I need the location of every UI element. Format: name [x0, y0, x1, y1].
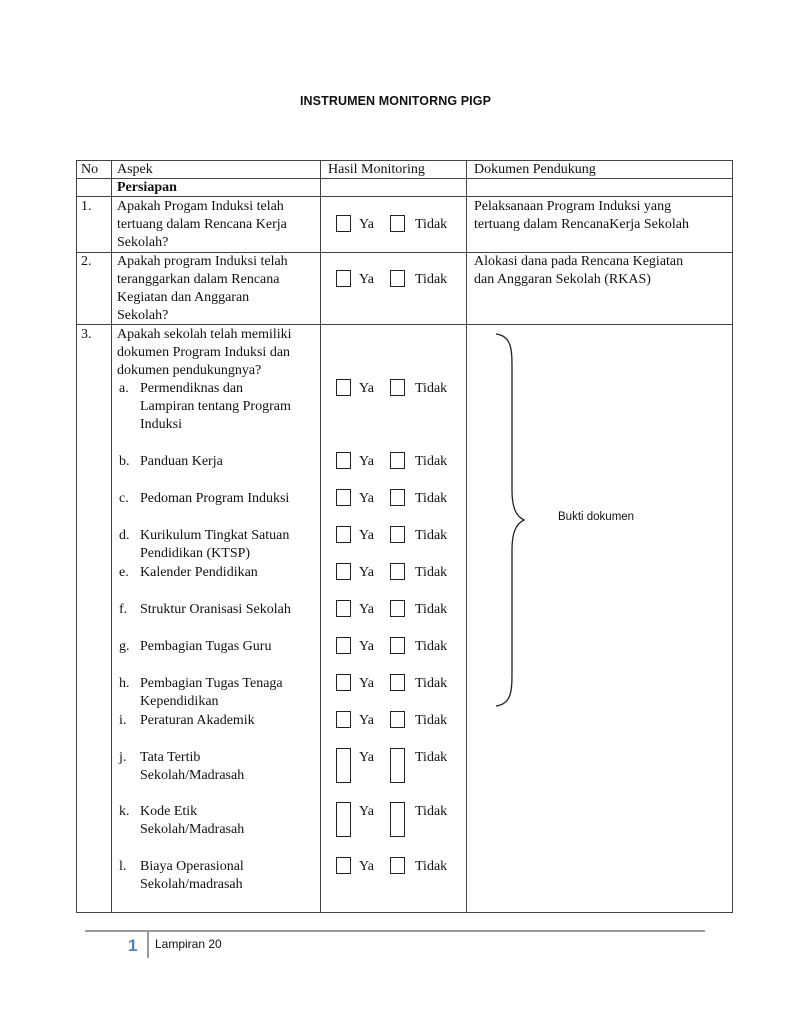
tidak-label: Tidak — [415, 565, 448, 580]
tidak-checkbox[interactable] — [390, 379, 405, 396]
ya-label: Ya — [359, 713, 374, 728]
tidak-checkbox[interactable] — [390, 270, 405, 287]
col-divider-no — [111, 160, 112, 912]
subitem-text: Permendiknas dan — [140, 381, 244, 396]
tidak-label: Tidak — [415, 491, 448, 506]
table-border-left — [76, 160, 77, 912]
row-question-line: Sekolah? — [117, 235, 169, 250]
page-number: 1 — [128, 936, 138, 955]
tidak-checkbox[interactable] — [390, 748, 405, 783]
subitem-letter: b. — [119, 454, 130, 469]
tidak-checkbox[interactable] — [390, 526, 405, 543]
row-question-line: tertuang dalam Rencana Kerja — [117, 217, 287, 232]
row-document-line: dan Anggaran Sekolah (RKAS) — [474, 272, 651, 287]
row-number: 1. — [81, 199, 92, 214]
ya-label: Ya — [359, 602, 374, 617]
subitem-letter: j. — [119, 750, 127, 765]
ya-checkbox[interactable] — [336, 526, 351, 543]
tidak-label: Tidak — [415, 217, 448, 232]
header-hasil-monitoring: Hasil Monitoring — [328, 162, 425, 177]
tidak-checkbox[interactable] — [390, 215, 405, 232]
row-number: 2. — [81, 254, 92, 269]
footer-rule — [85, 930, 705, 932]
ya-checkbox[interactable] — [336, 711, 351, 728]
page-title: INSTRUMEN MONITORNG PIGP — [299, 94, 492, 108]
row-question-line: Sekolah? — [117, 308, 169, 323]
subitem-text: Sekolah/madrasah — [140, 877, 243, 892]
tidak-label: Tidak — [415, 804, 448, 819]
row-question-line: Apakah sekolah telah memiliki — [117, 327, 292, 342]
subitem-letter: f. — [119, 602, 128, 617]
subitem-text: Pendidikan (KTSP) — [140, 546, 251, 561]
ya-checkbox[interactable] — [336, 600, 351, 617]
tidak-checkbox[interactable] — [390, 563, 405, 580]
ya-label: Ya — [359, 217, 374, 232]
row-question-line: dokumen pendukungnya? — [117, 363, 262, 378]
ya-checkbox[interactable] — [336, 215, 351, 232]
ya-label: Ya — [359, 859, 374, 874]
tidak-checkbox[interactable] — [390, 452, 405, 469]
subitem-letter: a. — [119, 381, 129, 396]
ya-checkbox[interactable] — [336, 563, 351, 580]
ya-label: Ya — [359, 491, 374, 506]
tidak-label: Tidak — [415, 750, 448, 765]
col-divider-aspek — [320, 160, 321, 912]
row-question-line: Apakah program Induksi telah — [117, 254, 288, 269]
header-dokumen-pendukung: Dokumen Pendukung — [474, 162, 596, 177]
tidak-checkbox[interactable] — [390, 711, 405, 728]
ya-label: Ya — [359, 750, 374, 765]
col-divider-hasil — [466, 160, 467, 912]
subitem-letter: l. — [119, 859, 127, 874]
subitem-text: Sekolah/Madrasah — [140, 768, 245, 783]
footer-label: Lampiran 20 — [155, 937, 222, 951]
tidak-label: Tidak — [415, 859, 448, 874]
subitem-text: Biaya Operasional — [140, 859, 244, 874]
tidak-label: Tidak — [415, 381, 448, 396]
row-number: 3. — [81, 327, 92, 342]
tidak-checkbox[interactable] — [390, 637, 405, 654]
subitem-letter: g. — [119, 639, 130, 654]
subitem-text: Struktur Oranisasi Sekolah — [140, 602, 291, 617]
subitem-letter: c. — [119, 491, 129, 506]
tidak-checkbox[interactable] — [390, 857, 405, 874]
tidak-label: Tidak — [415, 272, 448, 287]
header-aspek: Aspek — [117, 162, 153, 177]
subitem-letter: h. — [119, 676, 130, 691]
ya-checkbox[interactable] — [336, 452, 351, 469]
ya-checkbox[interactable] — [336, 748, 351, 783]
subitem-text: Induksi — [140, 417, 182, 432]
row-question-line: Apakah Progam Induksi telah — [117, 199, 284, 214]
subitem-text: Kurikulum Tingkat Satuan — [140, 528, 290, 543]
ya-label: Ya — [359, 804, 374, 819]
table-border-right — [732, 160, 733, 912]
ya-checkbox[interactable] — [336, 270, 351, 287]
tidak-label: Tidak — [415, 676, 448, 691]
ya-checkbox[interactable] — [336, 637, 351, 654]
subitem-text: Pembagian Tugas Tenaga — [140, 676, 283, 691]
ya-checkbox[interactable] — [336, 857, 351, 874]
ya-checkbox[interactable] — [336, 674, 351, 691]
tidak-checkbox[interactable] — [390, 674, 405, 691]
tidak-label: Tidak — [415, 454, 448, 469]
subitem-letter: k. — [119, 804, 130, 819]
footer-separator — [147, 932, 149, 958]
ya-label: Ya — [359, 528, 374, 543]
subitem-text: Kependidikan — [140, 694, 219, 709]
row-question-line: teranggarkan dalam Rencana — [117, 272, 280, 287]
curly-brace-icon — [490, 330, 530, 710]
row2-divider — [76, 324, 733, 325]
ya-checkbox[interactable] — [336, 489, 351, 506]
row-question-line: dokumen Program Induksi dan — [117, 345, 291, 360]
ya-label: Ya — [359, 272, 374, 287]
section-persiapan: Persiapan — [117, 180, 177, 195]
ya-label: Ya — [359, 676, 374, 691]
subitem-text: Kode Etik — [140, 804, 198, 819]
subitem-text: Peraturan Akademik — [140, 713, 255, 728]
header-no: No — [81, 162, 99, 177]
ya-checkbox[interactable] — [336, 379, 351, 396]
subitem-text: Kalender Pendidikan — [140, 565, 258, 580]
subitem-text: Pedoman Program Induksi — [140, 491, 290, 506]
row-document-line: Alokasi dana pada Rencana Kegiatan — [474, 254, 684, 269]
ya-checkbox[interactable] — [336, 802, 351, 837]
ya-label: Ya — [359, 639, 374, 654]
row-document-line: Pelaksanaan Program Induksi yang — [474, 199, 672, 214]
ya-label: Ya — [359, 381, 374, 396]
table-border-bottom — [76, 912, 733, 913]
tidak-label: Tidak — [415, 639, 448, 654]
tidak-label: Tidak — [415, 602, 448, 617]
tidak-checkbox[interactable] — [390, 802, 405, 837]
ya-label: Ya — [359, 565, 374, 580]
subitem-text: Panduan Kerja — [140, 454, 223, 469]
subitem-text: Pembagian Tugas Guru — [140, 639, 272, 654]
bukti-dokumen-note: Bukti dokumen — [558, 511, 635, 523]
row-document-line: tertuang dalam RencanaKerja Sekolah — [474, 217, 689, 232]
subitem-letter: e. — [119, 565, 129, 580]
subitem-text: Sekolah/Madrasah — [140, 822, 245, 837]
subitem-letter: i. — [119, 713, 127, 728]
tidak-checkbox[interactable] — [390, 600, 405, 617]
tidak-label: Tidak — [415, 713, 448, 728]
subitem-text: Lampiran tentang Program — [140, 399, 291, 414]
subitem-text: Tata Tertib — [140, 750, 201, 765]
tidak-label: Tidak — [415, 528, 448, 543]
ya-label: Ya — [359, 454, 374, 469]
subitem-letter: d. — [119, 528, 130, 543]
row-question-line: Kegiatan dan Anggaran — [117, 290, 250, 305]
tidak-checkbox[interactable] — [390, 489, 405, 506]
